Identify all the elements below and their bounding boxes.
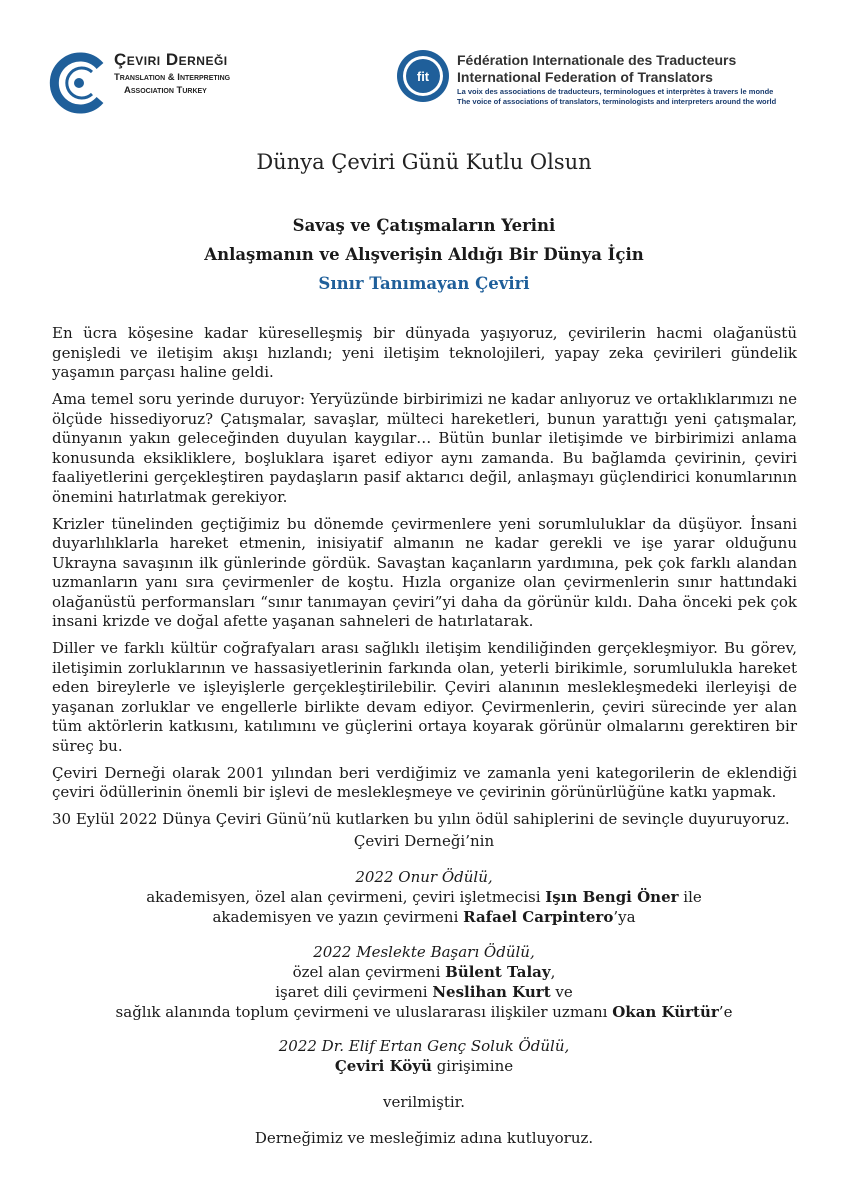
greeting-title: Dünya Çeviri Günü Kutlu Olsun (256, 150, 592, 174)
honor-award-title: 2022 Onur Ödülü, (355, 868, 493, 886)
fit-emblem-letters: fit (416, 69, 430, 84)
fit-tagline-french: La voix des associations de traducteurs, terminologues et interprètes à travers le monde (457, 87, 774, 96)
fit-tagline-english: The voice of associations of translators, terminologists and interpreters around the world (457, 97, 777, 106)
honor-award-line-2: akademisyen ve yazın çevirmeni Rafael Carpintero’ya (212, 908, 636, 926)
soluk-award-line-1: Çeviri Köyü girişimine (334, 1057, 514, 1075)
achievement-award-title: 2022 Meslekte Başarı Ödülü, (313, 943, 535, 961)
honor-award-line-1: akademisyen, özel alan çevirmeni, çeviri işletmecisi Işın Bengi Öner ile (146, 888, 702, 906)
soluk-award-title: 2022 Dr. Elif Ertan Genç Soluk Ödülü, (278, 1037, 570, 1055)
fit-name-french: Fédération Internationale des Traducteurs (457, 52, 737, 68)
ceviri-dernegi-title: Çeviri Derneği (114, 50, 228, 69)
letterhead (0, 0, 848, 130)
paragraph: En ücra köşesine kadar küreselleşmiş bir dünyada yaşıyoruz, çevirilerin hacmi olağanüstü genişledi ve iletişim akışı hızlandı; yeni iletişim teknolojileri, yapay zeka çevirileri gündelik yaşamın parçası haline geldi. (52, 324, 797, 381)
paragraph: Diller ve farklı kültür coğrafyaları arası sağlıklı iletişim kendiliğinden gerçekleşmiyor. Bu görev, iletişimin zorluklarının ve hassasiyetlerinin farkında olan, yeterli birikimle, sorumlulukla hareket eden bireylerle ve işleyişlerle gerçekleştirilebilir. Çeviri alanının meslekleşmedeki ilerleyişi de yaşanan zorluklar ve engellerle birlikte devam ediyor. Çevirmenlerin, çeviri sürecinde yer alan tüm aktörlerin katkısını, katılımını ve güçlerini ortaya koyarak görünür olmalarını gerektiren bir süreç bu. (52, 639, 797, 755)
achievement-award-line-2: işaret dili çevirmeni Neslihan Kurt ve (275, 983, 573, 1001)
fit-logo (395, 48, 815, 118)
winner-name: Işın Bengi Öner (545, 888, 679, 906)
awards-intro: Çeviri Derneği’nin (353, 832, 495, 850)
paragraph: Çeviri Derneği olarak 2001 yılından beri verdiğimiz ve zamanla yeni kategorilerin de eklendiği çeviri ödüllerinin önemli bir işlevi de meslekleşmeye ve çevirinin görünürlüğüne katkı yapmak. (52, 763, 797, 801)
winner-name: Bülent Talay (445, 963, 551, 981)
winner-name: Çeviri Köyü (334, 1057, 432, 1075)
headline-subtitle: Sınır Tanımayan Çeviri (318, 274, 530, 293)
achievement-award-line-1: özel alan çevirmeni Bülent Talay, (292, 963, 556, 981)
ceviri-dernegi-logo (48, 48, 268, 118)
ceviri-dernegi-subtitle-1: Translation & Interpreting (114, 72, 231, 83)
paragraph: 30 Eylül 2022 Dünya Çeviri Günü’nü kutlarken bu yılın ödül sahiplerini de sevinçle duyuruyoruz. (52, 810, 790, 828)
closing-line: Derneğimiz ve mesleğimiz adına kutluyoruz. (254, 1129, 594, 1147)
ceviri-dernegi-subtitle-2: Association Turkey (124, 85, 207, 96)
letter-body (52, 324, 797, 837)
fit-name-english: International Federation of Translators (457, 69, 713, 85)
headline-line-1: Savaş ve Çatışmaların Yerini (292, 216, 556, 235)
winner-name: Rafael Carpintero (463, 908, 614, 926)
winner-name: Okan Kürtür (612, 1003, 719, 1021)
winner-name: Neslihan Kurt (432, 983, 551, 1001)
awards-given: verilmiştir. (383, 1093, 465, 1111)
headline-line-2: Anlaşmanın ve Alışverişin Aldığı Bir Dünya İçin (204, 245, 644, 264)
paragraph: Krizler tünelinden geçtiğimiz bu dönemde çevirmenlere yeni sorumluluklar da düşüyor. İnsani duyarlılıklarla hareket etmenin, inisiyatif almanın ne kadar gerekli ve işe yarar olduğunu Ukrayna savaşının ilk günlerinde gördük. Savaştan kaçanların yardımına, pek çok farklı alandan uzmanların yanı sıra çevirmenler de koştu. Hızla organize olan çevirmenlerin sınır hattındaki olağanüstü performansları “sınır tanımayan çeviri”yi daha da görünür kıldı. Daha önceki pek çok insani krizde ve doğal afette yaşanan sahneleri de hatırlatarak. (52, 514, 797, 630)
achievement-award-line-3: sağlık alanında toplum çevirmeni ve uluslararası ilişkiler uzmanı Okan Kürtür’e (115, 1003, 733, 1021)
ceviri-dernegi-emblem-icon (48, 52, 110, 114)
paragraph: Ama temel soru yerinde duruyor: Yeryüzünde birbirimizi ne kadar anlıyoruz ve ortaklıklarımızı ne ölçüde hissediyoruz? Çatışmalar, savaşlar, mülteci hareketleri, bunun yarattığı yeni çatışmalar, dünyanın yakın geleceğinden duyulan kaygılar… Bütün bunlar iletişimde ve birbirimizi anlama konusunda eksikliklere, boşluklara işaret ediyor aynı zamanda. Bu bağlamda çevirinin, çeviri faaliyetlerini gerçekleştiren paydaşların pasif aktarıcı değil, anlaşmayı güçlendirici konumlarının önemini hatırlatmak gerekiyor. (52, 390, 797, 506)
fit-emblem-icon (395, 48, 451, 104)
